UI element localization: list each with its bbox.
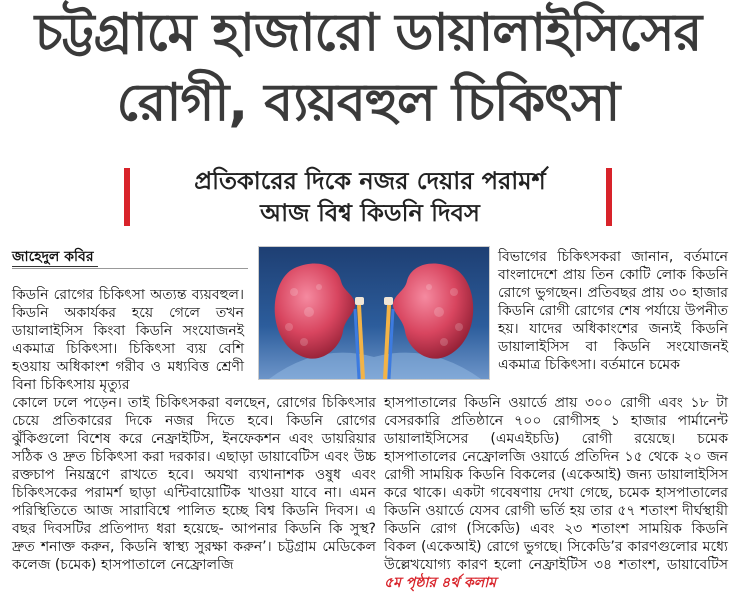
author-byline: জাহেদুল কবির — [12, 248, 98, 267]
headline-line-1: চট্টগ্রামে হাজারো ডায়ালাইসিসের — [34, 3, 702, 63]
headline-line-2: রোগী, ব্যয়বহুল চিকিৎসা — [116, 73, 620, 133]
lower-right-paragraph — [384, 394, 728, 592]
kidney-illustration-icon — [258, 246, 490, 380]
article-lower-right — [384, 394, 728, 592]
right-kidney-icon — [393, 263, 473, 358]
subhead-right-bar — [606, 168, 612, 226]
subheadline-line-1: প্রতিকারের দিকে নজর দেয়ার পরামর্শ — [194, 167, 546, 195]
continuation-link[interactable]: ৫ম পৃষ্ঠার ৪র্থ কলাম — [384, 575, 497, 591]
article-column-left — [12, 286, 244, 394]
kidney-svg — [259, 247, 489, 379]
lower-right-text: হাসপাতালের কিডনি ওয়ার্ডে প্রায় ৩০০ রোগী এবং ১৮ টা বেসরকারি প্রতিষ্ঠানে ৭০০ রোগীসহ ১ হাজার পার্মানেন্ট ডায়ালাইসিসের (এমএইচডি) রোগী রয়েছে। চমেক হাসপাতালের নেফ্রোলজি ওয়ার্ডে প্রতিদিন ১৫ থেকে ২০ জন রোগী সাময়িক কিডনি বিকলের (একেআই) জন্য ডায়ালাইসিস করে থাকে। একটা গবেষণায় দেখা গেছে, চমেক হাসপাতালের কিডনি ওয়ার্ডে যেসব রোগী ভর্তি হয় তার ৫৭ শতাংশ দীর্ঘস্থায়ী কিডনি রোগ (সিকেডি) এবং ২৩ শতাংশ সাময়িক কিডনি বিকল (একেআই) রোগে ভুগছে। সিকেডি’র কারণগুলোর মধ্যে উল্লেখযোগ্য কারণ হলো নেফ্রাইটিস ৩৪ শতাংশ, ডায়াবেটিস — [384, 395, 728, 573]
right-column-text: বিভাগের চিকিৎসকরা জানান, বর্তমানে বাংলাদেশে প্রায় তিন কোটি লোক কিডনি রোগে ভুগছেন। প্রতিবছর প্রায় ৩০ হাজার কিডনি রোগী রোগের শেষ পর্যায়ে উপনীত হয়। যাদের অধিকাংশের জন্যই কিডনি ডায়ালাইসিস বা কিডনি সংযোজনই একমাত্র চিকিৎসা। বর্তমানে চমেক — [498, 249, 728, 373]
article-lower-left — [12, 394, 376, 574]
left-kidney-icon — [275, 263, 355, 358]
lower-left-text: কোলে ঢলে পড়েন। তাই চিকিৎসকরা বলছেন, রোগের চিকিৎসার চেয়ে প্রতিকারের দিকে নজর দিতে হবে। কিডনি রোগের ঝুঁকিগুলো বিশেষ করে নেফ্রাইটিস, ইনফেকশন এবং ডায়রিয়ার সঠিক ও দ্রুত চিকিৎসা করা দরকার। এছাড়া ডায়াবেটিস এবং উচ্চ রক্তচাপ নিয়ন্ত্রণে রাখতে হবে। অযথা ব্যথানাশক ওষুধ এবং চিকিৎসকের পরামর্শ ছাড়া এন্টিবায়োটিক খাওয়া যাবে না। এমন পরিস্থিতিতে আজ সারাবিশ্বে পালিত হচ্ছে বিশ্ব কিডনি দিবস। এ বছর দিবসটির প্রতিপাদ্য ধরা হয়েছে- আপনার কিডনি কি সুস্থ? দ্রুত শনাক্ত করুন, কিডনি স্বাস্থ্য সুরক্ষা করুন’। চট্টগ্রাম মেডিকেল কলেজ (চমেক) হাসপাতালে নেফ্রোলজি — [12, 395, 376, 573]
byline-divider — [12, 268, 248, 269]
subheadline-line-2: আজ বিশ্ব কিডনি দিবস — [260, 199, 480, 227]
article-column-right — [498, 248, 728, 374]
left-column-text: কিডনি রোগের চিকিৎসা অত্যন্ত ব্যয়বহুল। কিডনি অকার্যকর হয়ে গেলে তখন ডায়ালাইসিস কিংবা কিডনি সংযোজনই একমাত্র চিকিৎসা। চিকিৎসা ব্যয় বেশি হওয়ায় অধিকাংশ গরীব ও মধ্যবিত্ত শ্রেণী বিনা চিকিৎসায় মৃত্যুর — [12, 287, 244, 393]
subhead-left-bar — [124, 168, 130, 226]
